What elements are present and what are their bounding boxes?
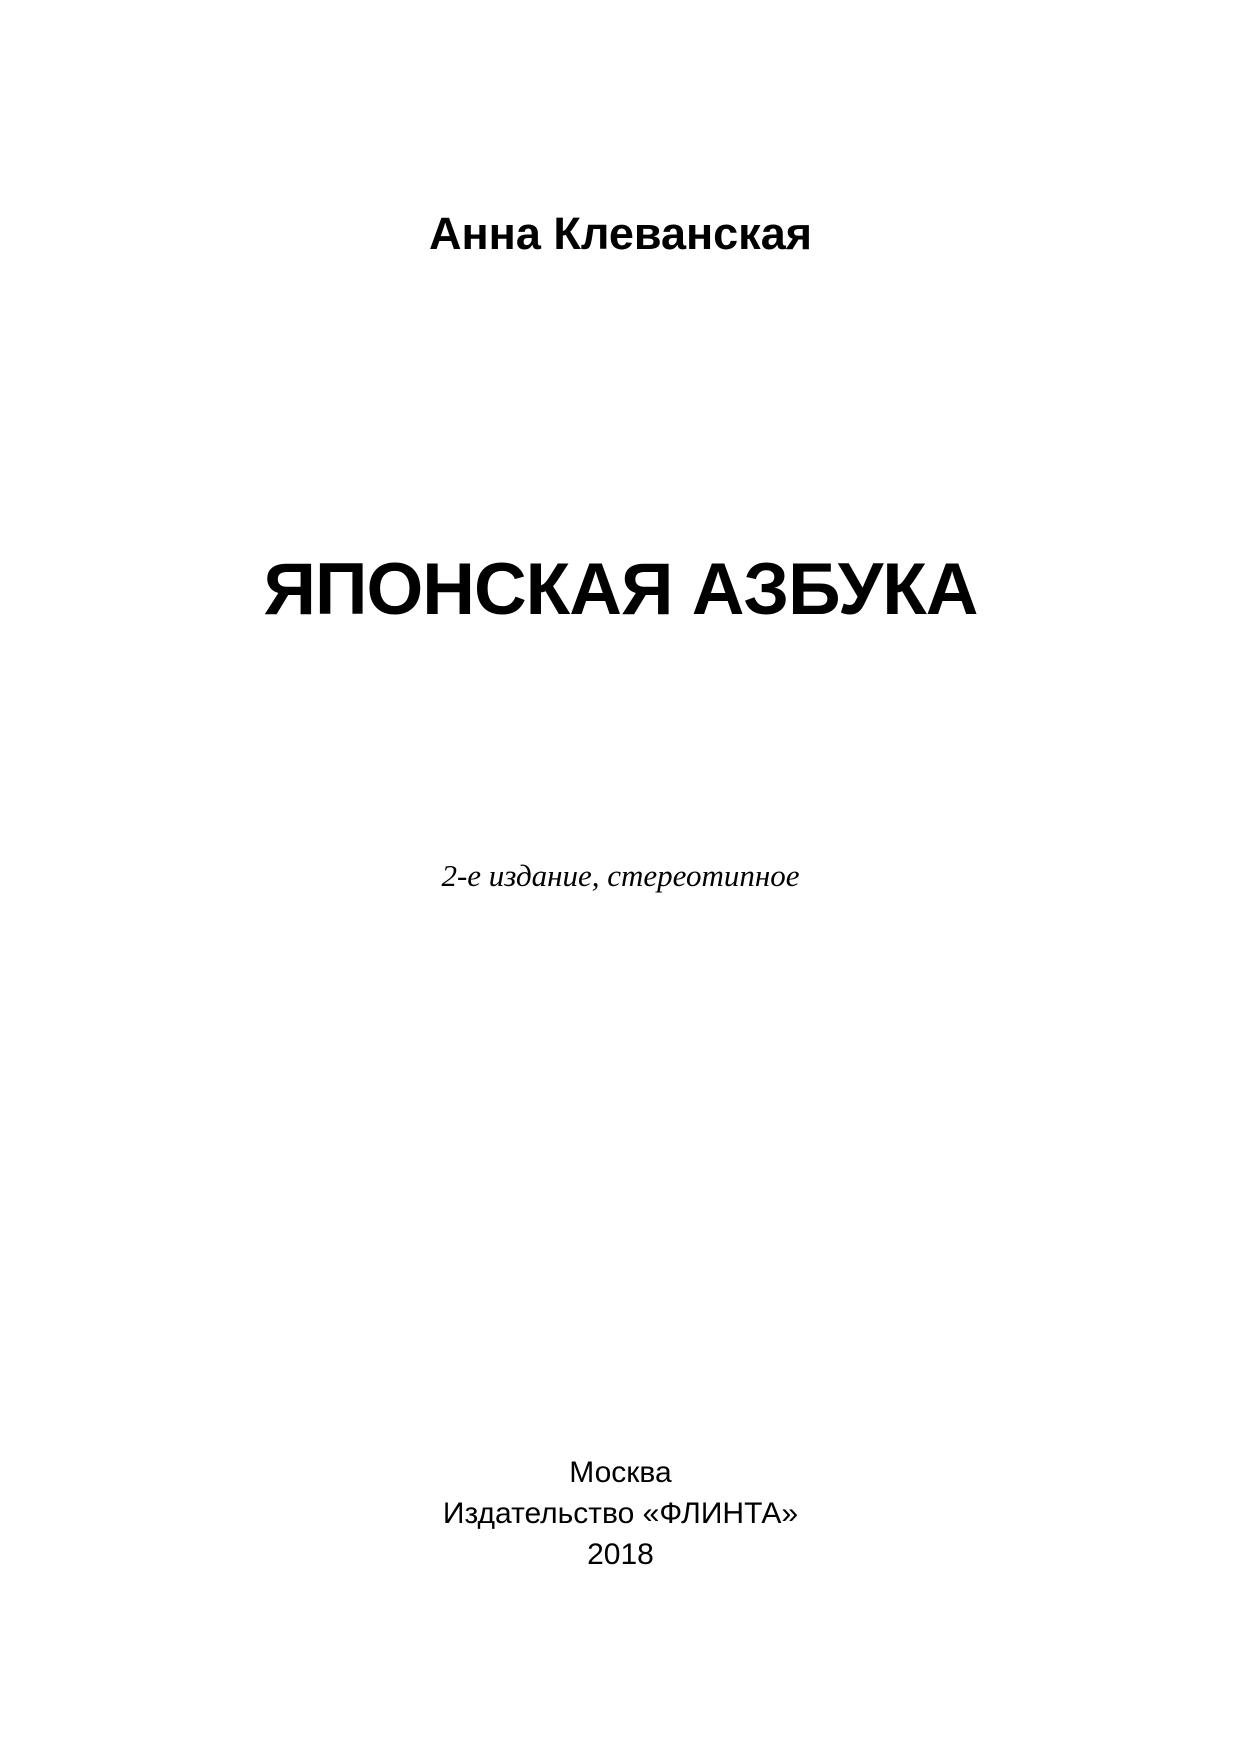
book-title: ЯПОНСКАЯ АЗБУКА [263,549,978,630]
imprint-publisher: Издательство «ФЛИНТА» [442,1497,799,1530]
author-name: Анна Клеванская [429,208,812,259]
imprint-city: Москва [569,1456,672,1489]
edition-note: 2-е издание, стереотипное [441,858,800,893]
imprint-year: 2018 [587,1538,654,1571]
imprint-block [0,1452,1241,1575]
